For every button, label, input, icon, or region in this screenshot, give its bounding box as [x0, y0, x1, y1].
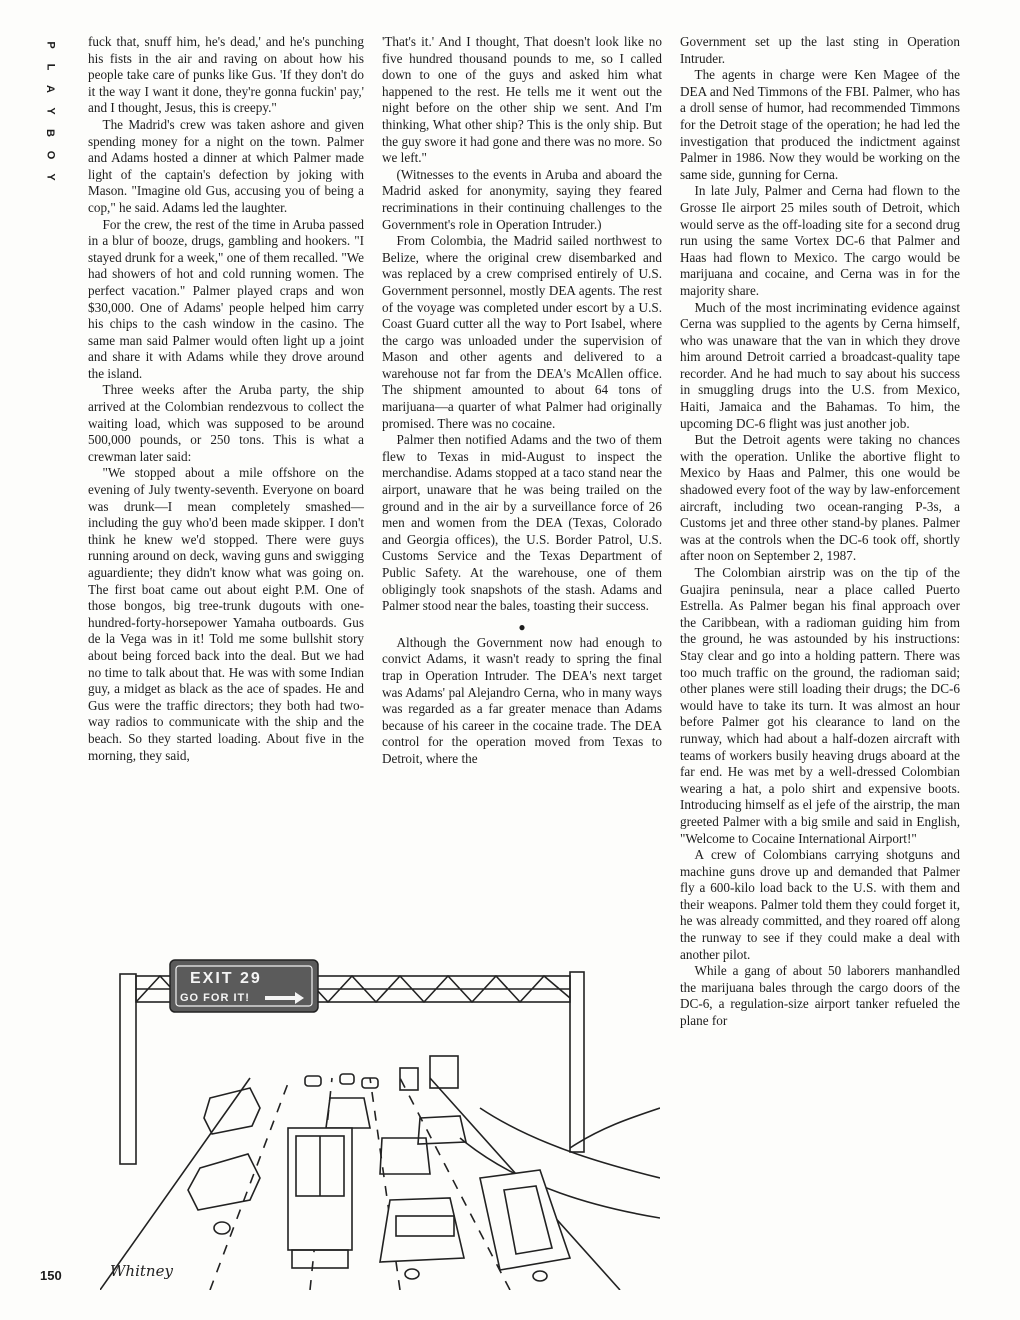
article-paragraph: The Colombian airstrip was on the tip of the Guajira peninsula, near a place called Puerto Estrella. As Palmer began his final approach over the Caribbean, with a radioman guiding him from the ground, he was astounded by his instructions: Stay clear and go into a holding pattern. There was too much traffic on the ground, the radioman said; other planes were still loading their drugs; the DC-6 would have to take its turn. It was almost an hour before Palmer got his clearance to land on the runway, which had about a half-dozen aircraft with teams of workers busily heaving drugs aboard at the far end. He was met by a well-dressed Colombian wearing a hat, a polo shirt and expensive boots. Introducing himself as el jefe of the airstrip, the man greeted Palmer with a big smile and said in English, "Welcome to Cocaine International Airport!"	[680, 565, 960, 846]
artist-signature: Whitney	[110, 1262, 173, 1280]
article-column-2	[382, 34, 662, 768]
sidebar-letter: A	[44, 85, 57, 93]
section-separator: ●	[518, 619, 526, 634]
magazine-sidebar	[46, 34, 55, 188]
article-column-1	[88, 34, 364, 764]
article-paragraph: fuck that, snuff him, he's dead,' and he's punching his fists in the air and raving on about how his people take care of punks like Gus. 'If they don't do it the way I want it done, they're gonna fuckin' pay,' and I thought, Jesus, this is creepy."	[88, 34, 364, 116]
exit-sign-line1: EXIT 29	[190, 970, 262, 987]
article-paragraph: 'That's it.' And I thought, That doesn't look like no five hundred thousand pounds to me, so I called down to one of the guys and asked him what happened to the rest. He tells me it went out the night before on the other ship we sent. And I'm thinking, What other ship? This is the only ship. But the guy swore it had gone and there was no more. So we left."	[382, 34, 662, 166]
article-paragraph: Much of the most incriminating evidence against Cerna was supplied to the agents by Cerna himself, who was unaware that the van in which they drove him around Detroit carried a broadcast-quality tape recorder. And he had much to say about his success in smuggling drugs into the U.S. from Mexico, Haiti, Jamaica and the Bahamas. To him, the upcoming DC-6 flight was just another job.	[680, 299, 960, 431]
article-paragraph: (Witnesses to the events in Aruba and aboard the Madrid asked for anonymity, saying they feared recriminations in their continuing challenges to the Government's role in Operation Intruder.)	[382, 166, 662, 232]
article-paragraph: From Colombia, the Madrid sailed northwest to Belize, where the original crew disembarked and was replaced by a crew comprised entirely of U.S. Government personnel, mostly DEA agents. The rest of the voyage was completed under escort by a U.S. Coast Guard cutter all the way to Port Isabel, where the cargo was unloaded under the supervision of Mason and other agents and delivered to a warehouse not far from the DEA's McAllen office. The shipment amounted to about 64 tons of marijuana—a quarter of what Palmer had originally promised. There was no cocaine.	[382, 233, 662, 431]
sidebar-letter: O	[44, 150, 57, 160]
article-paragraph: Palmer then notified Adams and the two of them flew to Texas in mid-August to inspect the merchandise. Adams stopped at a taco stand near the airport, unaware that he was being trailed on the ground and in the air by a surveillance force of 26 men and women from the DEA (Texas, Colorado and Georgia offices), the U.S. Border Patrol, U.S. Customs Service and the Texas Department of Public Safety. At the warehouse, one of them obligingly took snapshots of the stash. Adams and Palmer stood near the bales, toasting their success.	[382, 432, 662, 614]
article-paragraph: A crew of Colombians carrying shotguns and machine guns drove up and demanded that Palmer fly a 600-kilo load back to the U.S. with them and their weapons. Palmer told them they could forget it, he was already committed, and they roared off along the runway to see if they could make a deal with another pilot.	[680, 847, 960, 962]
article-paragraph: Although the Government now had enough to convict Adams, it wasn't ready to spring the final trap in Operation Intruder. The DEA's next target was Adams' pal Alejandro Cerna, who in many ways was regarded as a far greater menace than Adams because of his career in the cocaine trade. The DEA control for the operation moved from Texas to Detroit, where the	[382, 634, 662, 766]
highway-cartoon-illustration	[100, 958, 660, 1290]
article-paragraph: While a gang of about 50 laborers manhandled the marijuana bales through the cargo doors of the DC-6, a regulation-size airport tanker refueled the plane for	[680, 963, 960, 1029]
article-paragraph: Three weeks after the Aruba party, the ship arrived at the Colombian rendezvous to collect the waiting load, which was supposed to be around 500,000 pounds, or 250 tons. This is what a crewman later said:	[88, 382, 364, 464]
article-column-3	[680, 34, 960, 1030]
sidebar-letter: P	[44, 41, 57, 49]
gantry-post-right	[570, 972, 584, 1152]
page-number: 150	[40, 1268, 62, 1283]
article-paragraph: For the crew, the rest of the time in Aruba passed in a blur of booze, drugs, gambling and hookers. "I stayed drunk for a week," one of them recalled. "We had showers of hot and cold running women. The perfect vacation." Palmer played craps and won $30,000. One of Adams' people helped him carry his chips to the cash window in the casino. The same man said Palmer would often light up a joint and share it with Adams while they drove around the island.	[88, 216, 364, 381]
sidebar-letter: Y	[44, 173, 57, 181]
gantry-post-left	[120, 974, 136, 1164]
article-paragraph: In late July, Palmer and Cerna had flown to the Grosse Ile airport 25 miles south of Detroit, which would serve as the off-loading site for a second drug run using the same Vortex DC-6 that Palmer and Haas had flown to Mexico. The cargo would be marijuana and cocaine, and Cerna was in for the majority share.	[680, 183, 960, 298]
sidebar-letter: Y	[44, 107, 57, 115]
sidebar-letter: B	[44, 129, 57, 137]
sidebar-letter: L	[44, 63, 57, 71]
exit-sign-line2: GO FOR IT!	[180, 992, 250, 1004]
article-paragraph: The agents in charge were Ken Magee of the DEA and Ned Timmons of the FBI. Palmer, who has a droll sense of humor, had recommended Timmons for the Detroit stage of the operation; he had led the investigation that produced the indictment against Palmer in 1986. Now they would be working on the same side, gunning for Cerna.	[680, 67, 960, 182]
article-paragraph: The Madrid's crew was taken ashore and given spending money for a night on the town. Palmer and Adams hosted a dinner at which Palmer made light of the captain's defection by joking with Mason. "Imagine old Gus, accusing you of being a cop," he said. Adams led the laughter.	[88, 116, 364, 215]
article-paragraph: Government set up the last sting in Operation Intruder.	[680, 34, 960, 66]
article-paragraph: "We stopped about a mile offshore on the evening of July twenty-seventh. Everyone on board was drunk—I mean completely smashed—including the guy who'd been made skipper. I don't think he knew we'd stopped. There were guys running around on deck, waving guns and swigging aguardiente; they didn't know what was going on. The first boat came out about eight P.M. One of those bongos, big tree-trunk dugouts with one-hundred-forty-horsepower Yamaha outboards. Gus de la Vega was in it! Told me some bullshit story about being forced back into the deal. But we had no time to talk about that. He was with some Indian guy, a midget as black as the ace of spades. He and Gus were the traffic directors; they both had two-way radios to communicate with the ship and the beach. So they started loading. About five in the morning, they said,	[88, 465, 364, 763]
article-paragraph: But the Detroit agents were taking no chances with the operation. Unlike the abortive flight to Mexico by Haas and Palmer, this one would be shadowed every foot of the way by law-enforcement aircraft, including two ocean-ranging P-3s, a Customs jet and three other stand-by planes. Palmer was at the controls when the DC-6 took off, shortly after noon on September 2, 1987.	[680, 432, 960, 564]
